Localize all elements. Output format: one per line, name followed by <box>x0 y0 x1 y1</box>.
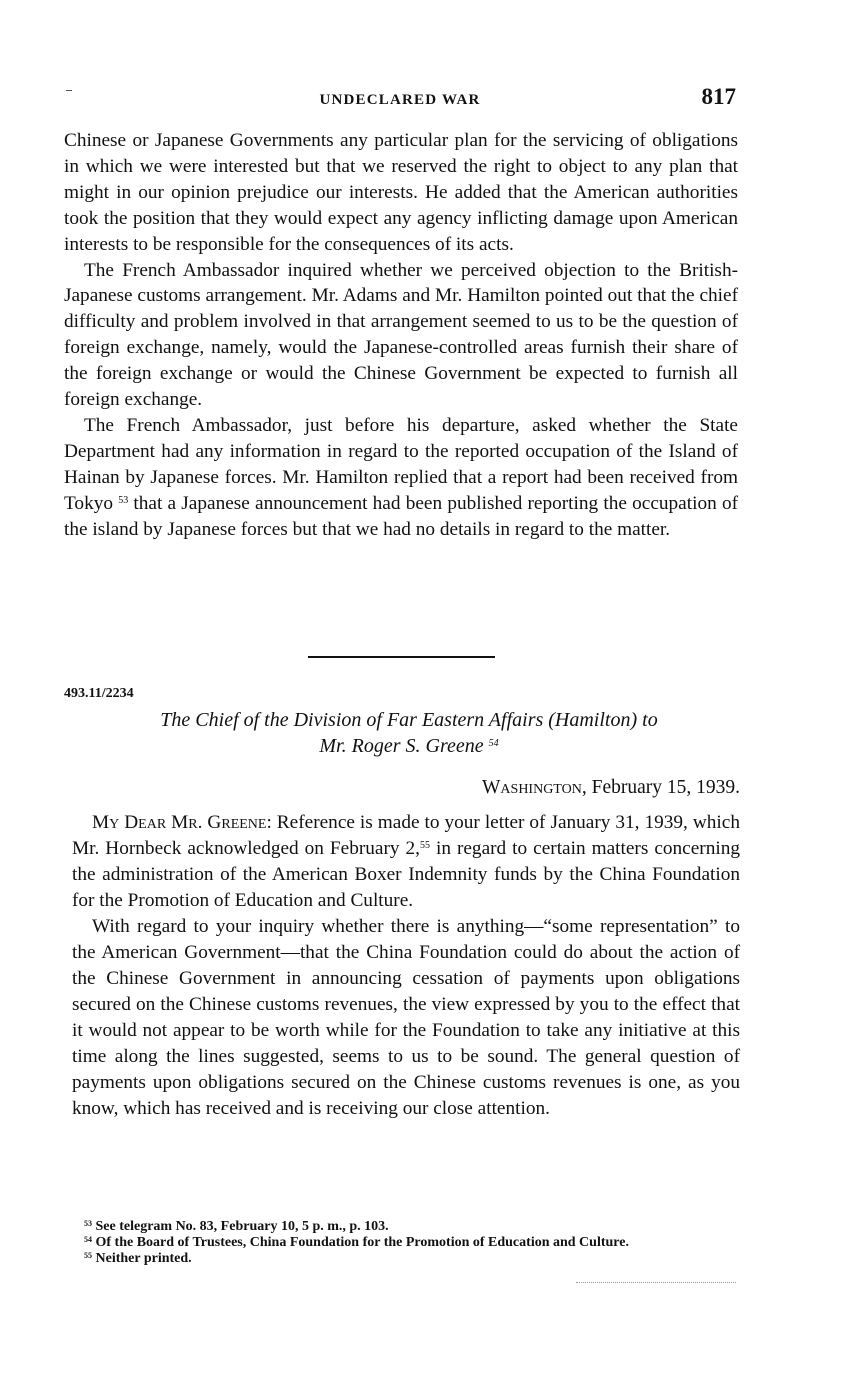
footnote <box>72 1251 748 1267</box>
running-title: UNDECLARED WAR <box>319 92 481 108</box>
print-artifact <box>576 1282 736 1283</box>
paragraph: The French Ambassador inquired whether we perceived objection to the British-Japanese customs arrangement. Mr. Adams and Mr. Hamilton pointed out that the chief difficulty and problem involved in that arrangement seemed to us to be the question of foreign exchange, namely, would the Japanese-controlled areas furnish their share of the foreign exchange or would the Chinese Government be expected to furnish all foreign exchange. <box>64 259 738 411</box>
dateline-date: , February 15, 1939. <box>581 777 740 798</box>
page-number: 817 <box>701 84 736 109</box>
letter-paragraph <box>72 810 740 914</box>
body-text <box>64 128 738 543</box>
footnote-text: Neither printed. <box>92 1251 192 1266</box>
footnote <box>72 1235 748 1251</box>
title-text: Mr. Roger S. Greene <box>319 735 484 757</box>
paragraph-text: in regard to certain matters concerning the administration of the American Boxer Indemnity funds by the China Foundation for the Promotion of Education and Culture. <box>72 838 740 911</box>
footnote-text: Of the Board of Trustees, China Foundation for the Promotion of Education and Culture. <box>92 1235 629 1250</box>
title-line <box>64 733 754 759</box>
salutation: My Dear Mr. Greene <box>92 812 267 833</box>
paragraph <box>64 413 738 543</box>
page-header <box>64 84 736 114</box>
footnote-text: See telegram No. 83, February 10, 5 p. m., p. 103. <box>92 1219 389 1234</box>
footnote-reference: 53 <box>118 494 129 506</box>
footnote-reference: 54 <box>488 738 499 749</box>
footnotes <box>72 1219 748 1267</box>
footnote <box>72 1219 748 1235</box>
dateline-place: Washington <box>482 777 582 798</box>
title-line: The Chief of the Division of Far Eastern Affairs (Hamilton) to <box>160 709 658 731</box>
paragraph-text: that a Japanese announcement had been published reporting the occupation of the island by Japanese forces but that we had no details in regard to the matter. <box>64 492 739 540</box>
letter-paragraph: With regard to your inquiry whether there is anything—“some representation” to the American Government—that the China Foundation could do about the action of the Chinese Government in announcing cessation of payments upon obligations secured on the Chinese customs revenues, the view expressed by you to the effect that it would not appear to be worth while for the Foundation to take any initiative at this time along the lines suggested, seems to us to be sound. The general question of payments upon obligations secured on the Chinese customs revenues is one, as you know, which has received and is receiving our close attention. <box>72 916 740 1119</box>
file-number: 493.11/2234 <box>64 686 134 701</box>
footnote-number: 53 <box>84 1219 92 1228</box>
footnote-number: 54 <box>84 1235 92 1244</box>
paragraph-text: : Reference is made to your letter of January 31, 1939, which Mr. Hornbeck acknowledged on February 2, <box>72 812 740 859</box>
dateline <box>482 777 740 799</box>
paragraph-continued: Chinese or Japanese Governments any particular plan for the servicing of obligations in which we were interested but that we reserved the right to object to any plan that might in our opinion prejudice our interests. He added that the American authorities took the position that they would expect any agency inflicting damage upon American interests to be responsible for the consequences of its acts. <box>64 130 738 255</box>
footnote-number: 55 <box>84 1251 92 1260</box>
section-divider <box>308 656 495 658</box>
letter-body <box>72 810 740 1122</box>
footnote-reference: 55 <box>419 840 430 851</box>
document-title <box>64 707 754 759</box>
paragraph-text: The French Ambassador, just before his departure, asked whether the State Department had any information in regard to the reported occupation of the Island of Hainan by Japanese forces. Mr. Hamilton replied that a report had been received from Tokyo <box>64 414 738 514</box>
